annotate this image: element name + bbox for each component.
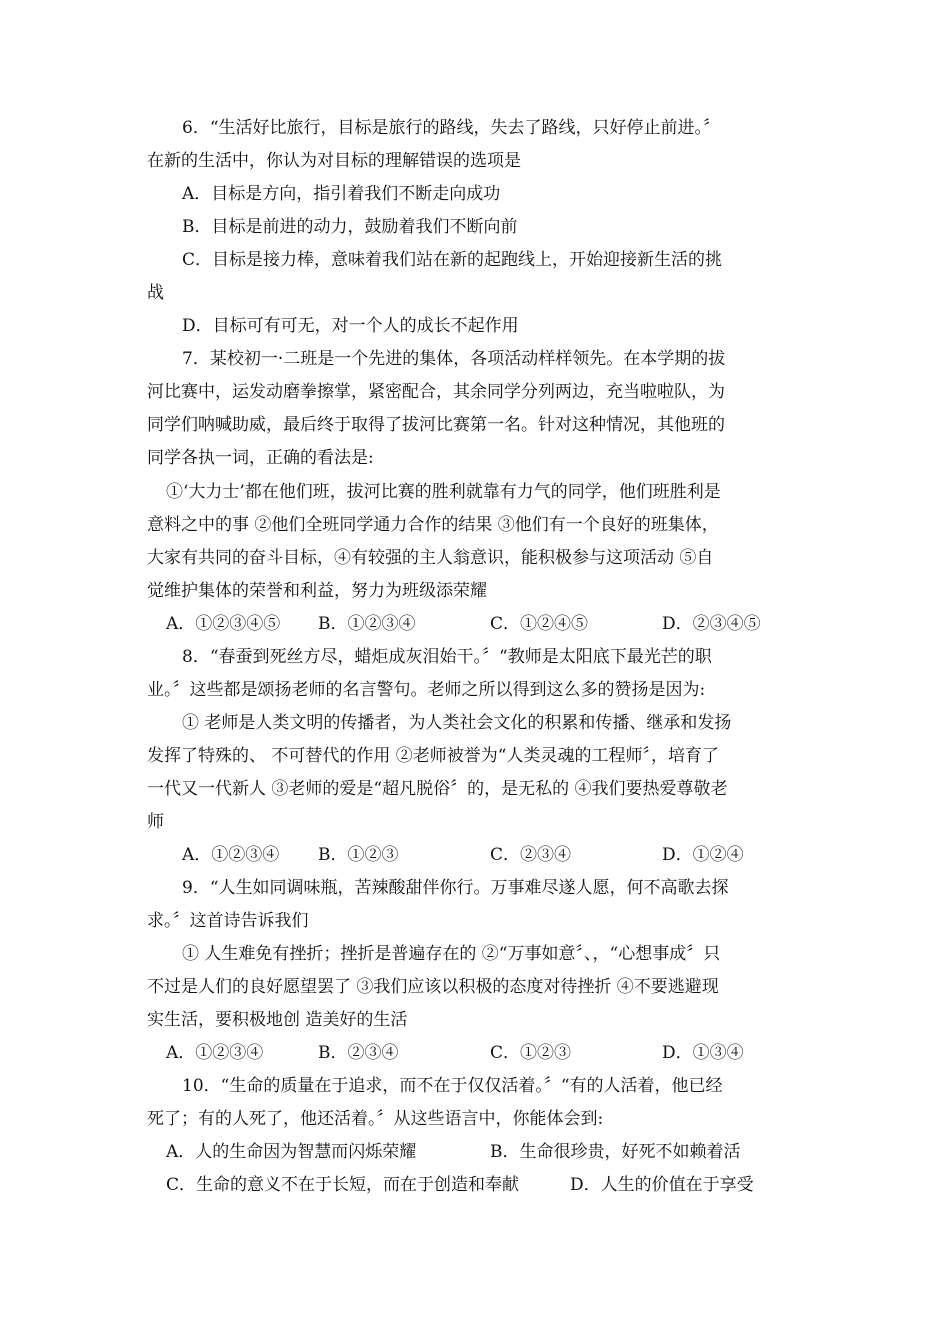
q6-option-a: A．目标是方向，指引着我们不断走向成功 xyxy=(182,184,501,204)
q8-statement-line-3: 一代又一代新人 ③老师的爱是“超凡脱俗〞的，是无私的 ④我们要热爱尊敬老 xyxy=(147,779,728,799)
q7-statement-line-4: 觉维护集体的荣誉和利益，努力为班级添荣耀 xyxy=(147,581,487,601)
q8-stem-line-1: 8．“春蚕到死丝方尽，蜡炬成灰泪始干。〞“教师是太阳底下最光芒的职 xyxy=(182,647,712,667)
q7-statement-line-2: 意料之中的事 ②他们全班同学通力合作的结果 ③他们有一个良好的班集体， xyxy=(147,515,719,535)
q7-stem-line-3: 同学们呐喊助威，最后终于取得了拔河比赛第一名。针对这种情况，其他班的 xyxy=(147,415,725,435)
q8-statement-line-1: ① 老师是人类文明的传播者，为人类社会文化的积累和传播、继承和发扬 xyxy=(182,713,732,733)
q9-statement-line-3: 实生活，要积极地创 造美好的生活 xyxy=(147,1010,408,1030)
q9-statement-line-2: 不过是人们的良好愿望罢了 ③我们应该以积极的态度对待挫折 ④不要逃避现 xyxy=(147,977,719,997)
q9-stem-line-2: 求。〞这首诗告诉我们 xyxy=(147,911,309,931)
q7-choice-c: C．①②④⑤ xyxy=(490,614,589,634)
q8-stem-line-2: 业。〞这些都是颂扬老师的名言警句。老师之所以得到这么多的赞扬是因为: xyxy=(147,680,706,700)
q7-stem-line-1: 7．某校初一·二班是一个先进的集体，各项活动样样领先。在本学期的拔 xyxy=(182,349,726,369)
q8-choice-a: A．①②③④ xyxy=(182,845,280,865)
q10-choice-d: D．人生的价值在于享受 xyxy=(570,1175,754,1195)
q9-stem-line-1: 9．“人生如同调味瓶，苦辣酸甜伴你行。万事难尽遂人愿，何不高歌去探 xyxy=(182,878,729,898)
q7-choice-a: A．①②③④⑤ xyxy=(166,614,281,634)
q8-choice-d: D．①②④ xyxy=(662,845,744,865)
q6-option-d: D．目标可有可无，对一个人的成长不起作用 xyxy=(182,316,519,336)
q7-choice-d: D．②③④⑤ xyxy=(662,614,761,634)
q10-stem-line-2: 死了；有的人死了，他还活着。〞从这些语言中，你能体会到: xyxy=(147,1109,604,1129)
q6-stem-line-1: 6．“生活好比旅行，目标是旅行的路线，失去了路线，只好停止前进。〞 xyxy=(182,118,721,138)
q9-choice-b: B．②③④ xyxy=(318,1043,399,1063)
q7-statement-line-3: 大家有共同的奋斗目标，④有较强的主人翁意识，能积极参与这项活动 ⑤自 xyxy=(147,548,714,568)
q10-choice-b: B．生命很珍贵，好死不如赖着活 xyxy=(490,1142,741,1162)
q6-option-c-cont: 战 xyxy=(147,283,164,303)
q7-stem-line-4: 同学各执一词，正确的看法是: xyxy=(147,448,374,468)
q8-statement-line-2: 发挥了特殊的、 不可替代的作用 ②老师被誉为“人类灵魂的工程师〞，培育了 xyxy=(147,746,719,766)
q6-option-b: B．目标是前进的动力，鼓励着我们不断向前 xyxy=(182,217,518,237)
q7-choice-b: B．①②③④ xyxy=(318,614,416,634)
q8-choice-b: B．①②③ xyxy=(318,845,399,865)
q9-choice-a: A．①②③④ xyxy=(166,1043,264,1063)
q8-choice-c: C．②③④ xyxy=(490,845,572,865)
q7-stem-line-2: 河比赛中，运发动磨拳擦掌，紧密配合，其余同学分列两边，充当啦啦队，为 xyxy=(147,382,725,402)
q10-choice-a: A．人的生命因为智慧而闪烁荣耀 xyxy=(166,1142,417,1162)
q10-stem-line-1: 10．“生命的质量在于追求，而不在于仅仅活着。〞“有的人活着，他已经 xyxy=(182,1076,723,1096)
q8-statement-line-4: 师 xyxy=(147,812,164,832)
q6-option-c: C．目标是接力棒，意味着我们站在新的起跑线上，开始迎接新生活的挑 xyxy=(182,250,723,270)
q9-choice-d: D．①③④ xyxy=(662,1043,744,1063)
q9-choice-c: C．①②③ xyxy=(490,1043,572,1063)
q7-statement-line-1: ①‘大力士’都在他们班，拔河比赛的胜利就靠有力气的同学，他们班胜利是 xyxy=(166,482,721,502)
q10-choice-c: C．生命的意义不在于长短，而在于创造和奉献 xyxy=(166,1175,520,1195)
q6-stem-line-2: 在新的生活中，你认为对目标的理解错误的选项是 xyxy=(147,151,521,171)
q9-statement-line-1: ① 人生难免有挫折；挫折是普遍存在的 ②“万事如意〞、，“心想事成〞只 xyxy=(182,944,721,964)
